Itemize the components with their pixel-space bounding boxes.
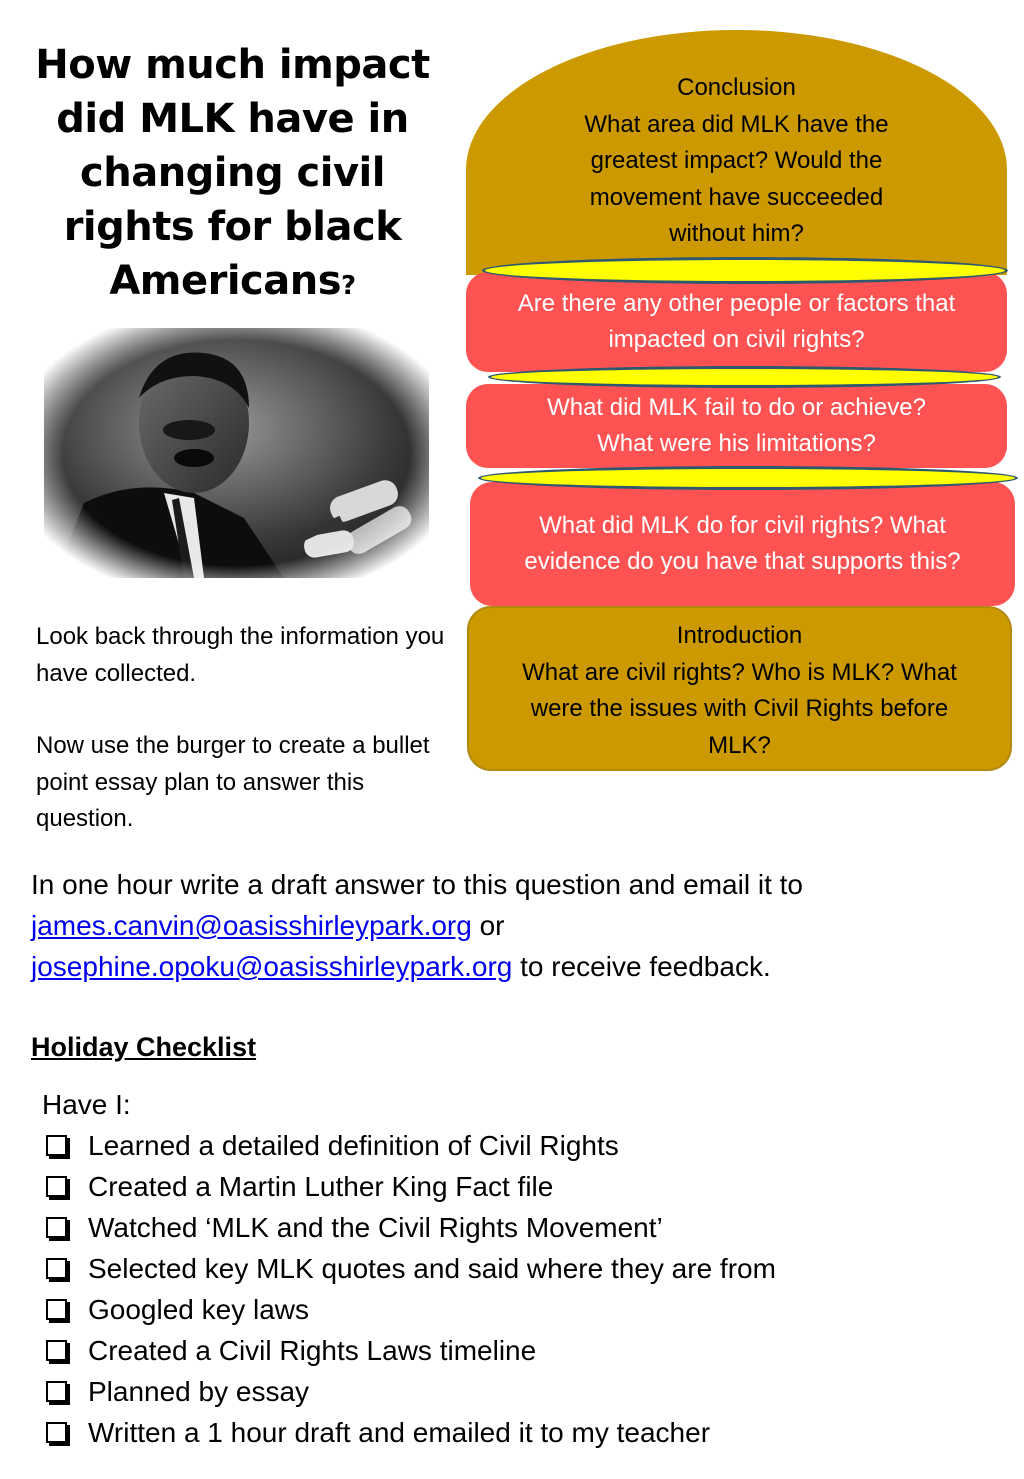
checklist-item <box>42 1125 942 1166</box>
checklist-heading: Holiday Checklist <box>31 1032 257 1062</box>
checkbox-icon[interactable] <box>46 1340 67 1361</box>
checklist-item <box>42 1248 942 1289</box>
introduction-text: What are civil rights? Who is MLK? What were the issues with Civil Rights before MLK? <box>522 658 957 759</box>
layer2-text: What did MLK fail to do or achieve? What were his limitations? <box>547 393 926 457</box>
instructions-paragraph-2: Now use the burger to create a bullet point essay plan to answer this question. <box>36 732 430 832</box>
checklist-item <box>42 1289 942 1330</box>
checklist-item <box>42 1371 942 1412</box>
email-link-james[interactable]: james.canvin@oasisshirleypark.org <box>31 910 472 941</box>
checklist-item-label: Selected key MLK quotes and said where they are from <box>88 1253 776 1284</box>
checklist-item <box>42 1207 942 1248</box>
email-link-josephine[interactable]: josephine.opoku@oasisshirleypark.org <box>31 951 513 982</box>
checkbox-icon[interactable] <box>46 1299 67 1320</box>
page-title <box>30 38 435 313</box>
checkbox-icon[interactable] <box>46 1381 67 1402</box>
checklist-lead: Have I: <box>42 1089 131 1120</box>
title-question-mark: ? <box>341 271 356 301</box>
checkbox-icon[interactable] <box>46 1135 67 1156</box>
burger-layer-other-factors <box>466 272 1007 372</box>
instructions <box>36 619 446 838</box>
checklist-item-label: Watched ‘MLK and the Civil Rights Movement’ <box>88 1212 663 1243</box>
email-instructions <box>31 864 911 987</box>
introduction-heading: Introduction <box>676 622 803 649</box>
checklist-item-label: Written a 1 hour draft and emailed it to my teacher <box>88 1417 711 1448</box>
checklist-item-label: Created a Civil Rights Laws timeline <box>88 1335 537 1366</box>
checklist-items <box>42 1125 942 1453</box>
burger-cheese-2 <box>488 366 1001 388</box>
checkbox-icon[interactable] <box>46 1217 67 1238</box>
mlk-photo <box>44 328 429 578</box>
mlk-photo-illustration <box>44 328 429 578</box>
checkbox-icon[interactable] <box>46 1422 67 1443</box>
checklist-item-label: Created a Martin Luther King Fact file <box>88 1171 554 1202</box>
checklist-item <box>42 1166 942 1207</box>
instructions-paragraph-1: Look back through the information you have collected. <box>36 623 445 687</box>
checklist-item-label: Learned a detailed definition of Civil Rights <box>88 1130 619 1161</box>
checklist-item <box>42 1330 942 1371</box>
burger-bottom-bun-introduction <box>467 606 1012 771</box>
email-intro: In one hour write a draft answer to this question and email it to <box>31 869 803 900</box>
email-outro: to receive feedback. <box>512 951 771 982</box>
layer1-text: Are there any other people or factors that impacted on civil rights? <box>517 289 956 353</box>
burger-cheese-3 <box>478 466 1018 490</box>
checklist-item-label: Googled key laws <box>88 1294 310 1325</box>
burger-cheese-1 <box>482 257 1008 284</box>
checkbox-icon[interactable] <box>46 1258 67 1279</box>
burger-layer-achievements <box>470 482 1015 606</box>
burger-top-bun-conclusion <box>466 30 1007 275</box>
burger-layer-limitations <box>466 384 1007 468</box>
checkbox-icon[interactable] <box>46 1176 67 1197</box>
layer3-text: What did MLK do for civil rights? What evidence do you have that supports this? <box>524 511 961 575</box>
checklist-item-label: Planned by essay <box>88 1376 310 1407</box>
conclusion-text: What area did MLK have the greatest impact? Would the movement have succeeded without him? <box>584 110 889 247</box>
holiday-checklist <box>42 1084 942 1453</box>
title-text: How much impact did MLK have in changing civil rights for black Americans <box>35 42 430 304</box>
checklist-item <box>42 1412 942 1453</box>
conclusion-heading: Conclusion <box>677 74 796 101</box>
email-or: or <box>471 910 505 941</box>
